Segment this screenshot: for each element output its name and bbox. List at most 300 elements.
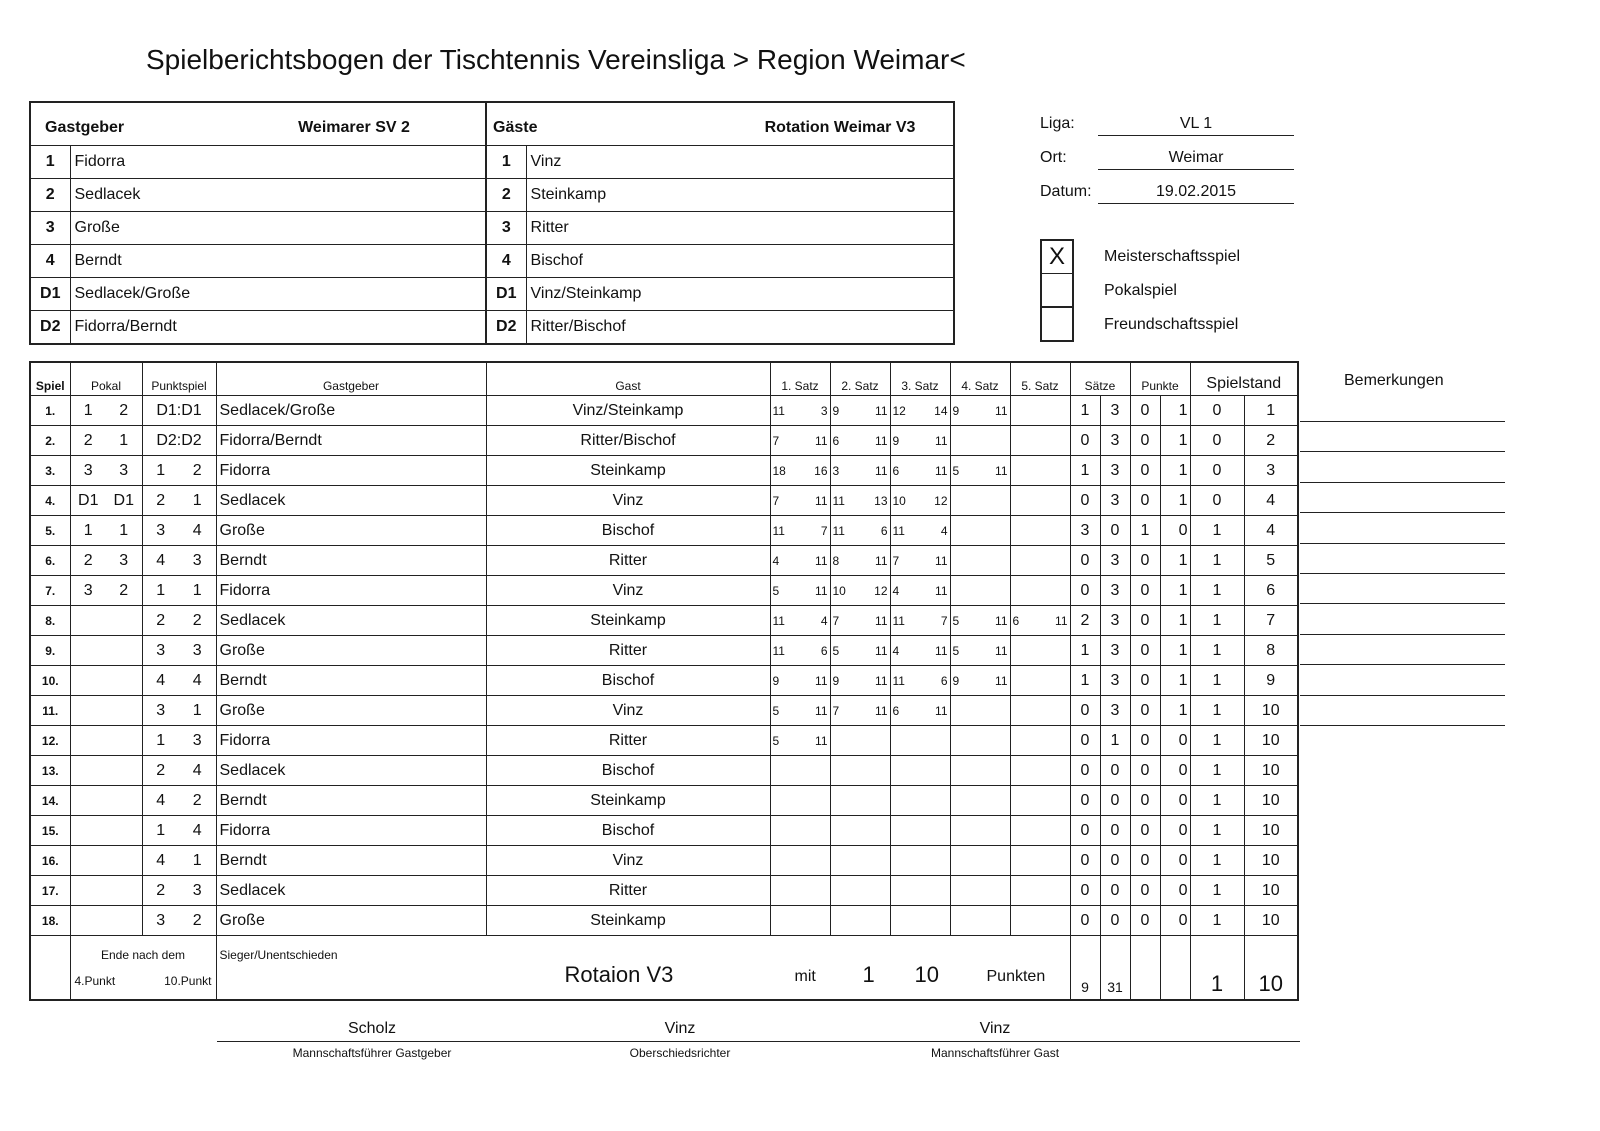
signature-host-captain[interactable]: Scholz [347, 1020, 397, 1037]
host-player[interactable]: Große [216, 636, 486, 666]
pokal-cell[interactable] [70, 876, 142, 906]
punktspiel-cell[interactable] [142, 756, 216, 786]
satz-cell[interactable] [1010, 726, 1070, 756]
satz-cell[interactable] [890, 396, 950, 426]
punktspiel-host: 3 [156, 911, 166, 929]
pokal-host: 1 [83, 401, 93, 419]
remark-line[interactable] [1300, 421, 1505, 422]
pokal-guest: 3 [119, 551, 129, 569]
host-player-name[interactable]: Fidorra/Berndt [70, 311, 486, 345]
satz-cell[interactable] [770, 786, 830, 816]
spiel-nr: 7. [30, 576, 70, 606]
satz-cell[interactable] [1010, 576, 1070, 606]
satz-cell[interactable] [1010, 846, 1070, 876]
spielstand-host: 1 [1190, 756, 1244, 786]
satz-host: 12 [892, 403, 906, 418]
pokal-cell[interactable] [70, 816, 142, 846]
satz-cell[interactable] [770, 666, 830, 696]
pokal-cell[interactable] [70, 846, 142, 876]
punkte-host: 0 [1130, 636, 1160, 666]
satz-guest: 11 [935, 703, 948, 718]
punktspiel-host: 3 [156, 521, 166, 539]
satz-cell[interactable] [830, 426, 890, 456]
spielstand-guest: 10 [1244, 786, 1298, 816]
satz-cell[interactable] [830, 606, 890, 636]
sieger-cell [216, 936, 1070, 1001]
guest-player-nr: D1 [486, 278, 526, 311]
satz-host: 7 [772, 493, 780, 508]
guest-player-name[interactable]: Bischof [526, 245, 954, 278]
satz-cell[interactable] [1010, 696, 1070, 726]
pokal-cell[interactable] [70, 396, 142, 426]
satz-cell[interactable] [830, 906, 890, 936]
guest-player-nr: 3 [486, 212, 526, 245]
spielstand-host: 1 [1190, 516, 1244, 546]
satz-cell[interactable] [950, 906, 1010, 936]
remark-line[interactable] [1300, 482, 1505, 483]
punktspiel-guest: 4 [192, 521, 202, 539]
guest-player[interactable]: Bischof [486, 756, 770, 786]
host-player-name[interactable]: Fidorra [70, 146, 486, 179]
host-player[interactable]: Sedlacek [216, 606, 486, 636]
pokal-guest: 1 [119, 431, 129, 449]
guest-player[interactable]: Steinkamp [486, 456, 770, 486]
satz-cell[interactable] [950, 666, 1010, 696]
remark-line[interactable] [1300, 573, 1505, 574]
host-player[interactable]: Sedlacek [216, 486, 486, 516]
satz-cell[interactable] [770, 486, 830, 516]
punktspiel-cell[interactable]: D2:D2 [142, 426, 216, 456]
signature-host-captain-label: Mannschaftsführer Gastgeber [292, 1046, 452, 1060]
guest-player[interactable]: Ritter [486, 636, 770, 666]
satz-host: 9 [952, 403, 960, 418]
total-spielstand-guest: 10 [1244, 936, 1298, 1001]
satz-cell[interactable] [830, 546, 890, 576]
punkte-host: 0 [1130, 396, 1160, 426]
host-player[interactable]: Große [216, 906, 486, 936]
satz-cell[interactable] [830, 636, 890, 666]
punktspiel-cell[interactable] [142, 696, 216, 726]
satz-cell[interactable] [830, 456, 890, 486]
pokal-cell[interactable] [70, 576, 142, 606]
spielstand-guest: 10 [1244, 726, 1298, 756]
host-player[interactable]: Große [216, 696, 486, 726]
satz-cell[interactable] [1010, 426, 1070, 456]
sieger-team[interactable]: Rotaion V3 [564, 962, 674, 987]
satz-cell[interactable] [1010, 396, 1070, 426]
spielstand-guest: 10 [1244, 876, 1298, 906]
satz-cell[interactable] [830, 576, 890, 606]
host-player[interactable]: Große [216, 516, 486, 546]
satz-cell[interactable] [770, 906, 830, 936]
col-satz1: 1. Satz [770, 362, 830, 396]
satz-cell[interactable] [890, 846, 950, 876]
spielstand-guest: 10 [1244, 696, 1298, 726]
satz-cell[interactable] [1010, 666, 1070, 696]
satz-host: 5 [952, 463, 960, 478]
satz-guest: 11 [995, 403, 1008, 418]
spiel-nr: 15. [30, 816, 70, 846]
host-player-name[interactable]: Sedlacek/Große [70, 278, 486, 311]
spielstand-guest: 4 [1244, 516, 1298, 546]
satz-cell[interactable] [950, 876, 1010, 906]
pokal-cell[interactable] [70, 606, 142, 636]
punkte-guest: 0 [1160, 726, 1190, 756]
game-row [30, 756, 1298, 786]
punktspiel-guest: 1 [192, 851, 202, 869]
saetze-host: 1 [1070, 396, 1100, 426]
satz-cell[interactable] [890, 666, 950, 696]
checkbox-freundschaftsspiel[interactable] [1040, 307, 1074, 342]
satz-host: 11 [772, 523, 785, 538]
saetze-guest: 3 [1100, 576, 1130, 606]
pokal-cell[interactable] [70, 456, 142, 486]
game-row [30, 486, 1298, 516]
satz-cell[interactable] [890, 816, 950, 846]
pokal-cell[interactable] [70, 426, 142, 456]
satz-cell[interactable] [1010, 816, 1070, 846]
satz-cell[interactable] [890, 696, 950, 726]
satz-guest: 11 [935, 553, 948, 568]
satz-cell[interactable] [950, 606, 1010, 636]
satz-cell[interactable] [950, 486, 1010, 516]
guest-player[interactable]: Vinz [486, 846, 770, 876]
punktspiel-cell[interactable] [142, 666, 216, 696]
host-player[interactable]: Fidorra [216, 726, 486, 756]
satz-cell[interactable] [950, 396, 1010, 426]
saetze-host: 0 [1070, 486, 1100, 516]
satz-cell[interactable] [950, 726, 1010, 756]
pokal-cell[interactable] [70, 516, 142, 546]
satz-cell[interactable] [1010, 456, 1070, 486]
guest-player-name[interactable]: Ritter/Bischof [526, 311, 954, 345]
satz-cell[interactable] [830, 486, 890, 516]
host-player-nr: D1 [30, 278, 70, 311]
satz-cell[interactable] [770, 456, 830, 486]
satz-cell[interactable] [830, 726, 890, 756]
team-row [30, 311, 954, 345]
guest-player-name[interactable]: Vinz [526, 146, 954, 179]
satz-cell[interactable] [1010, 906, 1070, 936]
punkte-host: 0 [1130, 756, 1160, 786]
pokal-cell[interactable] [70, 696, 142, 726]
games-header-row [30, 362, 1298, 396]
datum-value[interactable]: 19.02.2015 [1098, 183, 1294, 204]
punktspiel-cell[interactable] [142, 546, 216, 576]
punktspiel-cell[interactable] [142, 606, 216, 636]
guest-player[interactable]: Ritter/Bischof [486, 426, 770, 456]
satz-cell[interactable] [1010, 606, 1070, 636]
remark-line[interactable] [1300, 603, 1505, 604]
host-player[interactable]: Sedlacek/Große [216, 396, 486, 426]
guest-player[interactable]: Vinz/Steinkamp [486, 396, 770, 426]
saetze-host: 0 [1070, 906, 1100, 936]
satz-cell[interactable] [890, 636, 950, 666]
satz-cell[interactable] [770, 396, 830, 426]
guest-player[interactable]: Bischof [486, 816, 770, 846]
satz-host: 5 [952, 643, 960, 658]
guest-player[interactable]: Bischof [486, 516, 770, 546]
satz-cell[interactable] [830, 396, 890, 426]
satz-cell[interactable] [770, 756, 830, 786]
satz-cell[interactable] [950, 456, 1010, 486]
satz-cell[interactable] [890, 486, 950, 516]
guest-player[interactable]: Vinz [486, 486, 770, 516]
pokal-cell[interactable] [70, 756, 142, 786]
satz-cell[interactable] [890, 756, 950, 786]
satz-cell[interactable] [890, 456, 950, 486]
saetze-guest: 0 [1100, 906, 1130, 936]
host-player[interactable]: Berndt [216, 546, 486, 576]
satz-cell[interactable] [770, 426, 830, 456]
satz-guest: 11 [815, 553, 828, 568]
satz-cell[interactable] [890, 576, 950, 606]
satz-cell[interactable] [950, 756, 1010, 786]
punktspiel-cell[interactable] [142, 456, 216, 486]
remark-line[interactable] [1300, 695, 1505, 696]
saetze-guest: 0 [1100, 756, 1130, 786]
satz-cell[interactable] [1010, 486, 1070, 516]
host-player[interactable]: Berndt [216, 786, 486, 816]
satz-cell[interactable] [890, 546, 950, 576]
punktspiel-host: 4 [156, 791, 166, 809]
saetze-guest: 3 [1100, 456, 1130, 486]
satz-guest: 4 [820, 613, 828, 628]
satz-host: 6 [832, 433, 840, 448]
satz-cell[interactable] [770, 816, 830, 846]
satz-cell[interactable] [770, 726, 830, 756]
satz-cell[interactable] [770, 546, 830, 576]
host-player[interactable]: Sedlacek [216, 756, 486, 786]
satz-cell[interactable] [890, 876, 950, 906]
satz-cell[interactable] [770, 576, 830, 606]
punkte-host: 0 [1130, 666, 1160, 696]
pokal-guest: 2 [119, 401, 129, 419]
satz-cell[interactable] [1010, 516, 1070, 546]
satz-host: 11 [832, 493, 845, 508]
satz-cell[interactable] [890, 906, 950, 936]
satz-cell[interactable] [890, 786, 950, 816]
spiel-nr: 18. [30, 906, 70, 936]
satz-cell[interactable] [950, 426, 1010, 456]
punktspiel-cell[interactable] [142, 876, 216, 906]
satz-cell[interactable] [830, 516, 890, 546]
remark-line[interactable] [1300, 451, 1505, 452]
guest-player[interactable]: Vinz [486, 696, 770, 726]
remark-line[interactable] [1300, 543, 1505, 544]
punktspiel-cell[interactable]: D1:D1 [142, 396, 216, 426]
satz-cell[interactable] [770, 876, 830, 906]
guest-player[interactable]: Steinkamp [486, 906, 770, 936]
satz-cell[interactable] [770, 846, 830, 876]
punktspiel-cell[interactable] [142, 486, 216, 516]
punktspiel-guest: 4 [192, 821, 202, 839]
pokal-cell[interactable] [70, 906, 142, 936]
satz-cell[interactable] [890, 426, 950, 456]
satz-cell[interactable] [770, 636, 830, 666]
guest-player[interactable]: Steinkamp [486, 786, 770, 816]
satz-guest: 12 [874, 583, 888, 598]
guest-player-name[interactable]: Ritter [526, 212, 954, 245]
satz-guest: 11 [995, 613, 1008, 628]
teams-header-row [30, 102, 954, 146]
ende-label: Ende nach dem [100, 948, 186, 962]
satz-cell[interactable] [950, 636, 1010, 666]
satz-cell[interactable] [770, 516, 830, 546]
spiel-nr: 8. [30, 606, 70, 636]
pokal-cell[interactable] [70, 546, 142, 576]
host-player-nr: 2 [30, 179, 70, 212]
satz-cell[interactable] [830, 786, 890, 816]
spielstand-host: 1 [1190, 906, 1244, 936]
punkte-guest: 0 [1160, 756, 1190, 786]
punktspiel-guest: 2 [192, 791, 202, 809]
satz-cell[interactable] [950, 576, 1010, 606]
host-player[interactable]: Berndt [216, 666, 486, 696]
punkte-guest: 1 [1160, 696, 1190, 726]
col-pokal: Pokal [70, 362, 142, 396]
pokal-cell[interactable] [70, 726, 142, 756]
guest-player[interactable]: Steinkamp [486, 606, 770, 636]
ort-value[interactable]: Weimar [1098, 149, 1294, 170]
satz-cell[interactable] [890, 726, 950, 756]
guest-player[interactable]: Ritter [486, 546, 770, 576]
ort-label: Ort: [1040, 149, 1067, 166]
signature-referee[interactable]: Vinz [664, 1020, 696, 1037]
satz-host: 11 [892, 613, 905, 628]
guest-player-name[interactable]: Vinz/Steinkamp [526, 278, 954, 311]
spielstand-host: 1 [1190, 846, 1244, 876]
punkte-host: 0 [1130, 816, 1160, 846]
satz-guest: 11 [1055, 613, 1068, 628]
satz-cell[interactable] [830, 666, 890, 696]
guest-player[interactable]: Ritter [486, 876, 770, 906]
saetze-host: 0 [1070, 786, 1100, 816]
satz-cell[interactable] [830, 846, 890, 876]
satz-cell[interactable] [1010, 876, 1070, 906]
pokal-cell[interactable] [70, 486, 142, 516]
satz-cell[interactable] [1010, 756, 1070, 786]
punktspiel-guest: 3 [192, 881, 202, 899]
punktspiel-cell[interactable] [142, 816, 216, 846]
guest-player[interactable]: Vinz [486, 576, 770, 606]
punktspiel-host: 3 [156, 701, 166, 719]
host-player-name[interactable]: Große [70, 212, 486, 245]
satz-guest: 11 [875, 673, 888, 688]
punktspiel-guest: 1 [192, 701, 202, 719]
satz-cell[interactable] [830, 756, 890, 786]
remark-line[interactable] [1300, 664, 1505, 665]
host-player[interactable]: Fidorra [216, 816, 486, 846]
spiel-nr: 2. [30, 426, 70, 456]
spielstand-guest: 10 [1244, 756, 1298, 786]
pokal-cell[interactable] [70, 666, 142, 696]
total-spielstand-host: 1 [1190, 936, 1244, 1001]
saetze-host: 0 [1070, 756, 1100, 786]
punkte-host: 0 [1130, 426, 1160, 456]
checkbox-pokalspiel[interactable] [1040, 273, 1074, 307]
punkte-guest: 1 [1160, 426, 1190, 456]
guest-player[interactable]: Ritter [486, 726, 770, 756]
punktspiel-cell[interactable] [142, 846, 216, 876]
host-player[interactable]: Fidorra/Berndt [216, 426, 486, 456]
pokal-cell[interactable] [70, 786, 142, 816]
satz-cell[interactable] [950, 546, 1010, 576]
host-player[interactable]: Fidorra [216, 576, 486, 606]
spielstand-host: 1 [1190, 726, 1244, 756]
total-saetze-guest: 31 [1100, 936, 1130, 1001]
satz-cell[interactable] [830, 876, 890, 906]
spielstand-host: 1 [1190, 576, 1244, 606]
punktspiel-cell[interactable] [142, 726, 216, 756]
punktspiel-cell[interactable] [142, 906, 216, 936]
punktspiel-cell[interactable] [142, 576, 216, 606]
spielstand-host: 1 [1190, 606, 1244, 636]
satz-guest: 11 [935, 583, 948, 598]
liga-value[interactable]: VL 1 [1098, 115, 1294, 136]
host-player-nr: D2 [30, 311, 70, 345]
remark-line[interactable] [1300, 634, 1505, 635]
satz-cell[interactable] [950, 786, 1010, 816]
satz-cell[interactable] [830, 696, 890, 726]
satz-cell[interactable] [830, 816, 890, 846]
saetze-host: 1 [1070, 456, 1100, 486]
saetze-host: 1 [1070, 636, 1100, 666]
satz-host: 5 [772, 583, 780, 598]
satz-host: 11 [772, 403, 785, 418]
saetze-host: 0 [1070, 546, 1100, 576]
satz-cell[interactable] [890, 606, 950, 636]
host-player[interactable]: Berndt [216, 846, 486, 876]
remark-line[interactable] [1300, 512, 1505, 513]
spiel-nr: 16. [30, 846, 70, 876]
guest-player-name[interactable]: Steinkamp [526, 179, 954, 212]
satz-host: 5 [952, 613, 960, 628]
satz-cell[interactable] [950, 696, 1010, 726]
satz-guest: 11 [815, 433, 828, 448]
punktspiel-cell[interactable] [142, 636, 216, 666]
checkbox-meisterschaftsspiel[interactable]: X [1040, 239, 1074, 274]
game-row [30, 516, 1298, 546]
punktspiel-host: 2 [156, 881, 166, 899]
satz-cell[interactable] [1010, 786, 1070, 816]
host-player[interactable]: Fidorra [216, 456, 486, 486]
sieger-label: Sieger/Unentschieden [219, 948, 338, 962]
punktspiel-cell[interactable] [142, 786, 216, 816]
guest-player[interactable]: Bischof [486, 666, 770, 696]
satz-cell[interactable] [1010, 636, 1070, 666]
host-player-name[interactable]: Sedlacek [70, 179, 486, 212]
signature-guest-captain[interactable]: Vinz [979, 1020, 1011, 1037]
saetze-host: 0 [1070, 726, 1100, 756]
satz-cell[interactable] [1010, 546, 1070, 576]
satz-host: 10 [832, 583, 846, 598]
host-player[interactable]: Sedlacek [216, 876, 486, 906]
satz-cell[interactable] [950, 816, 1010, 846]
host-player-name[interactable]: Berndt [70, 245, 486, 278]
satz-cell[interactable] [770, 606, 830, 636]
remark-line[interactable] [1300, 725, 1505, 726]
satz-cell[interactable] [950, 846, 1010, 876]
pokal-host: 3 [83, 461, 93, 479]
satz-cell[interactable] [770, 696, 830, 726]
punktspiel-cell[interactable] [142, 516, 216, 546]
satz-cell[interactable] [950, 516, 1010, 546]
satz-cell[interactable] [890, 516, 950, 546]
pokal-cell[interactable] [70, 636, 142, 666]
punktspiel-host: 2 [156, 491, 166, 509]
satz-host: 9 [892, 433, 900, 448]
